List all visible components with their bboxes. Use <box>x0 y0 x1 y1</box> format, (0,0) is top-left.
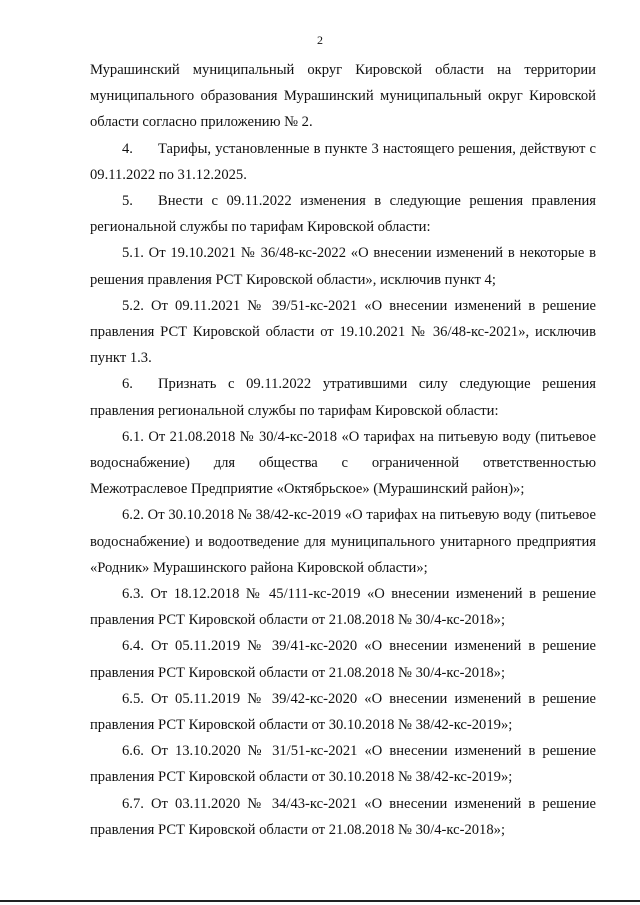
scan-edge-line <box>0 900 640 902</box>
paragraph-6-3 <box>90 581 596 633</box>
paragraph-text: Признать с 09.11.2022 утратившими силу следующие решения правления региональной службы по тарифам Кировской области: <box>90 376 596 419</box>
paragraph-6 <box>90 371 596 423</box>
paragraph-text: 6.7. От 03.11.2020 № 34/43-кс-2021 «О внесении изменений в решение правления РСТ Кировской области от 21.08.2018 № 30/4-кс-2018»; <box>90 795 596 838</box>
paragraph-5-1 <box>90 240 596 292</box>
paragraph-text: 6.2. От 30.10.2018 № 38/42-кс-2019 «О тарифах на питьевую воду (питьевое водоснабжение) и водоотведение для муниципального унитарного предприятия «Родник» Мурашинского района Кировской области»; <box>90 507 596 576</box>
paragraph-number: 5. <box>122 193 133 210</box>
paragraph-text: Тарифы, установленные в пункте 3 настоящего решения, действуют с 09.11.2022 по 31.12.2025. <box>90 140 596 183</box>
document-body <box>90 57 596 843</box>
paragraph-6-6 <box>90 738 596 790</box>
paragraph-4 <box>90 136 596 188</box>
paragraph-text: 5.2. От 09.11.2021 № 39/51-кс-2021 «О внесении изменений в решение правления РСТ Кировской области от 19.10.2021 № 36/48-кс-2021», исключив пункт 1.3. <box>90 297 596 367</box>
paragraph-text: 6.1. От 21.08.2018 № 30/4-кс-2018 «О тарифах на питьевую воду (питьевое водоснабжение) для общества с ограниченной ответственностью Межотраслевое Предприятие «Октябрьское» (Мурашинский район)»; <box>90 428 596 498</box>
paragraph-continuation <box>90 57 596 136</box>
paragraph-5 <box>90 188 596 240</box>
paragraph-6-1 <box>90 424 596 503</box>
paragraph-6-5 <box>90 686 596 738</box>
paragraph-text: 6.4. От 05.11.2019 № 39/41-кс-2020 «О внесении изменений в решение правления РСТ Кировской области от 21.08.2018 № 30/4-кс-2018»; <box>90 638 596 681</box>
paragraph-text: 6.6. От 13.10.2020 № 31/51-кс-2021 «О внесении изменений в решение правления РСТ Кировской области от 30.10.2018 № 38/42-кс-2019»; <box>90 743 596 786</box>
page-number: 2 <box>317 33 323 47</box>
paragraph-text: 6.5. От 05.11.2019 № 39/42-кс-2020 «О внесении изменений в решение правления РСТ Кировской области от 30.10.2018 № 38/42-кс-2019»; <box>90 690 596 734</box>
paragraph-text: Мурашинский муниципальный округ Кировской области на территории муниципального образования Мурашинский муниципальный округ Кировской области согласно приложению № 2. <box>90 62 596 131</box>
paragraph-number: 6. <box>122 376 133 393</box>
paragraph-number: 4. <box>122 140 133 157</box>
paragraph-5-2 <box>90 293 596 372</box>
paragraph-text: 5.1. От 19.10.2021 № 36/48-кс-2022 «О внесении изменений в некоторые в решения правления РСТ Кировской области», исключив пункт 4; <box>90 245 596 288</box>
paragraph-6-4 <box>90 633 596 685</box>
paragraph-text: Внести с 09.11.2022 изменения в следующие решения правления региональной службы по тарифам Кировской области: <box>90 193 596 236</box>
paragraph-6-7 <box>90 791 596 843</box>
paragraph-6-2 <box>90 502 596 581</box>
paragraph-text: 6.3. От 18.12.2018 № 45/111-кс-2019 «О внесении изменений в решение правления РСТ Кировской области от 21.08.2018 № 30/4-кс-2018»; <box>90 586 596 629</box>
